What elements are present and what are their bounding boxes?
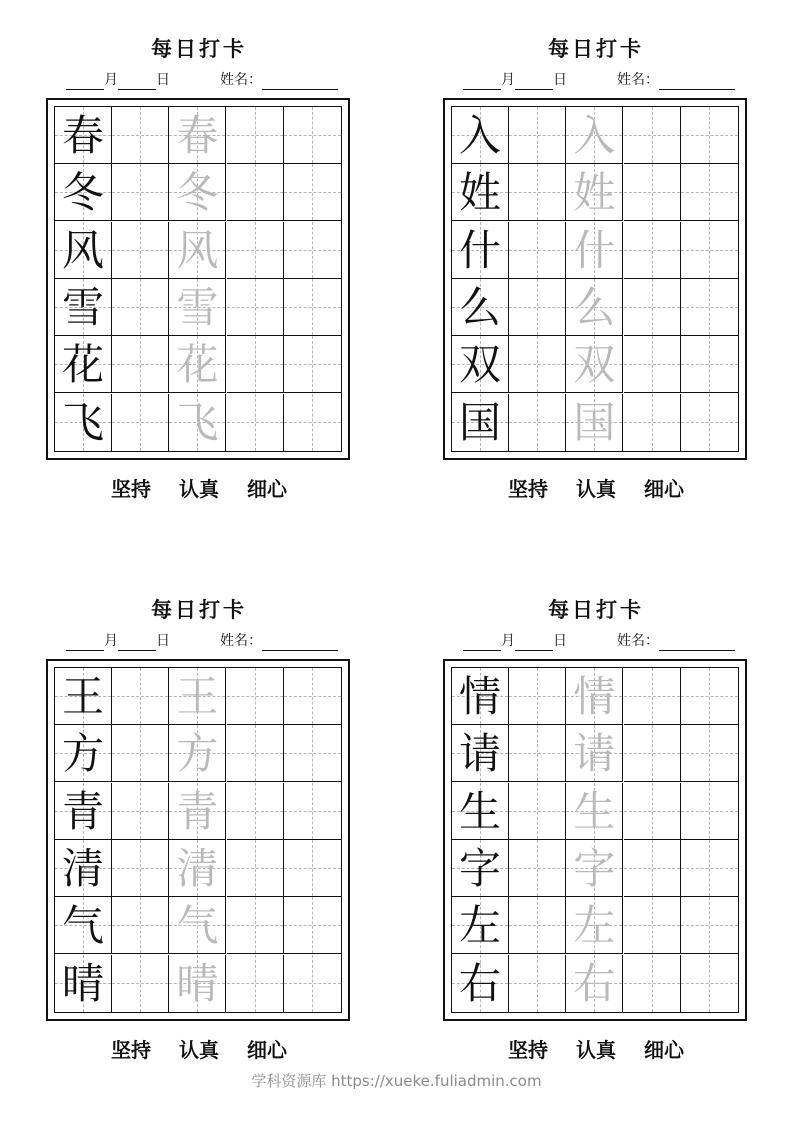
model-character: 晴 [61,958,104,1008]
practice-card [441,597,751,1067]
month-blank[interactable] [66,636,104,651]
model-character: 左 [458,901,501,951]
writing-cell[interactable] [681,107,738,164]
writing-cell[interactable] [452,107,509,164]
writing-frame [443,98,747,460]
model-character: 右 [458,958,501,1008]
writing-cell[interactable] [227,783,284,840]
writing-cell[interactable] [112,394,169,451]
writing-cell[interactable] [112,840,169,897]
trace-character: 方 [176,729,219,779]
writing-cell[interactable] [452,725,509,782]
writing-cell[interactable] [284,222,341,279]
writing-cell[interactable] [112,222,169,279]
trace-character: 冬 [176,168,219,218]
writing-cell[interactable] [681,336,738,393]
model-character: 请 [458,729,501,779]
trace-character: 入 [573,111,616,160]
writing-cell[interactable] [169,107,226,164]
card-title: 每日打卡 [151,597,247,622]
motto-footer [44,476,354,502]
writing-cell[interactable] [55,840,112,897]
name-blank[interactable] [659,75,735,90]
writing-cell[interactable] [284,668,341,725]
writing-cell[interactable] [112,955,169,1012]
writing-cell[interactable] [227,668,284,725]
motto-word: 细心 [644,477,684,501]
writing-cell[interactable] [284,840,341,897]
writing-cell[interactable] [566,336,623,393]
writing-cell[interactable] [624,336,681,393]
practice-card [441,36,751,506]
writing-cell[interactable] [681,222,738,279]
writing-cell[interactable] [284,336,341,393]
writing-cell[interactable] [681,668,738,725]
model-character: 气 [61,901,104,951]
model-character: 清 [61,843,104,893]
writing-cell[interactable] [227,107,284,164]
writing-cell[interactable] [227,725,284,782]
day-blank[interactable] [515,636,553,651]
writing-cell[interactable] [284,955,341,1012]
trace-character: 请 [573,729,616,779]
name-label: 姓名： [617,633,659,649]
writing-cell[interactable] [227,897,284,954]
name-blank[interactable] [659,636,735,651]
writing-frame [46,98,350,460]
writing-cell[interactable] [624,164,681,221]
trace-character: 姓 [573,168,616,218]
writing-cell[interactable] [169,164,226,221]
writing-cell[interactable] [55,897,112,954]
trace-character: 雪 [176,282,219,332]
writing-grid [54,667,342,1013]
motto-footer [44,1037,354,1063]
writing-cell[interactable] [509,725,566,782]
motto-word: 坚持 [508,477,548,501]
name-label: 姓名： [617,72,659,88]
writing-cell[interactable] [624,897,681,954]
writing-cell[interactable] [452,164,509,221]
writing-cell[interactable] [452,336,509,393]
writing-cell[interactable] [681,394,738,451]
motto-word: 认真 [576,477,616,501]
name-blank[interactable] [262,636,338,651]
writing-cell[interactable] [55,336,112,393]
writing-cell[interactable] [681,840,738,897]
trace-character: 么 [573,282,616,332]
writing-cell[interactable] [55,394,112,451]
card-title: 每日打卡 [548,597,644,622]
writing-cell[interactable] [55,955,112,1012]
writing-cell[interactable] [452,955,509,1012]
writing-cell[interactable] [566,840,623,897]
trace-character: 风 [176,225,219,275]
month-blank[interactable] [463,636,501,651]
motto-word: 细心 [644,1038,684,1062]
writing-cell[interactable] [566,279,623,336]
date-name-line [44,631,354,651]
writing-cell[interactable] [112,107,169,164]
writing-cell[interactable] [112,279,169,336]
model-character: 冬 [61,168,104,218]
writing-cell[interactable] [169,668,226,725]
date-name-line [441,631,751,651]
writing-cell[interactable] [624,725,681,782]
writing-cell[interactable] [112,164,169,221]
writing-cell[interactable] [227,164,284,221]
writing-cell[interactable] [452,783,509,840]
motto-word: 坚持 [111,477,151,501]
day-blank[interactable] [118,75,156,90]
writing-cell[interactable] [509,279,566,336]
writing-cell[interactable] [566,222,623,279]
writing-cell[interactable] [509,222,566,279]
writing-cell[interactable] [284,279,341,336]
trace-character: 晴 [176,958,219,1008]
trace-character: 生 [573,786,616,836]
writing-cell[interactable] [566,955,623,1012]
trace-character: 花 [176,340,219,390]
writing-cell[interactable] [112,668,169,725]
day-blank[interactable] [118,636,156,651]
trace-character: 清 [176,843,219,893]
day-blank[interactable] [515,75,553,90]
motto-word: 坚持 [111,1038,151,1062]
writing-cell[interactable] [566,164,623,221]
writing-cell[interactable] [55,668,112,725]
month-label: 月 [104,633,118,649]
writing-cell[interactable] [169,783,226,840]
day-label: 日 [553,72,567,88]
writing-cell[interactable] [509,668,566,725]
month-blank[interactable] [463,75,501,90]
writing-cell[interactable] [566,897,623,954]
writing-cell[interactable] [452,668,509,725]
writing-cell[interactable] [284,164,341,221]
model-character: 方 [61,729,104,779]
day-label: 日 [553,633,567,649]
writing-cell[interactable] [509,164,566,221]
model-character: 么 [458,282,501,332]
writing-cell[interactable] [227,279,284,336]
writing-cell[interactable] [624,107,681,164]
writing-cell[interactable] [681,783,738,840]
model-character: 王 [61,672,104,721]
writing-cell[interactable] [509,897,566,954]
motto-word: 认真 [576,1038,616,1062]
writing-cell[interactable] [452,840,509,897]
writing-cell[interactable] [112,336,169,393]
writing-cell[interactable] [284,897,341,954]
motto-footer [441,476,751,502]
writing-cell[interactable] [509,840,566,897]
writing-cell[interactable] [566,668,623,725]
watermark: 学科资源库 https://xueke.fuliadmin.com [251,1072,542,1090]
writing-cell[interactable] [112,725,169,782]
writing-cell[interactable] [169,394,226,451]
day-label: 日 [156,633,170,649]
day-label: 日 [156,72,170,88]
motto-word: 坚持 [508,1038,548,1062]
writing-cell[interactable] [624,394,681,451]
name-label: 姓名： [220,633,262,649]
date-name-line [44,70,354,90]
model-character: 春 [61,111,104,160]
writing-cell[interactable] [227,222,284,279]
writing-cell[interactable] [227,955,284,1012]
trace-character: 右 [573,958,616,1008]
writing-cell[interactable] [681,725,738,782]
motto-word: 认真 [179,477,219,501]
model-character: 飞 [61,397,104,447]
motto-word: 细心 [247,1038,287,1062]
writing-cell[interactable] [624,783,681,840]
writing-cell[interactable] [169,336,226,393]
trace-character: 双 [573,340,616,390]
writing-cell[interactable] [227,336,284,393]
card-title: 每日打卡 [151,36,247,61]
writing-cell[interactable] [169,897,226,954]
writing-cell[interactable] [566,107,623,164]
writing-cell[interactable] [112,783,169,840]
writing-cell[interactable] [681,897,738,954]
writing-cell[interactable] [624,668,681,725]
writing-cell[interactable] [284,394,341,451]
writing-cell[interactable] [55,783,112,840]
writing-cell[interactable] [227,394,284,451]
writing-cell[interactable] [169,725,226,782]
writing-cell[interactable] [681,279,738,336]
writing-cell[interactable] [624,840,681,897]
writing-cell[interactable] [284,783,341,840]
writing-grid [451,667,739,1013]
motto-footer [441,1037,751,1063]
trace-character: 情 [573,672,616,721]
trace-character: 国 [573,397,616,447]
writing-grid [451,106,739,452]
writing-cell[interactable] [169,840,226,897]
model-character: 情 [458,672,501,721]
writing-cell[interactable] [284,107,341,164]
writing-cell[interactable] [509,783,566,840]
writing-cell[interactable] [452,222,509,279]
model-character: 青 [61,786,104,836]
writing-grid [54,106,342,452]
name-blank[interactable] [262,75,338,90]
writing-cell[interactable] [624,222,681,279]
trace-character: 字 [573,843,616,893]
trace-character: 什 [573,225,616,275]
writing-cell[interactable] [169,222,226,279]
writing-cell[interactable] [452,897,509,954]
month-label: 月 [501,72,515,88]
writing-cell[interactable] [55,222,112,279]
model-character: 雪 [61,282,104,332]
practice-card [44,36,354,506]
writing-cell[interactable] [509,336,566,393]
writing-cell[interactable] [624,955,681,1012]
date-name-line [441,70,751,90]
model-character: 生 [458,786,501,836]
writing-cell[interactable] [55,164,112,221]
writing-cell[interactable] [681,164,738,221]
writing-cell[interactable] [169,279,226,336]
trace-character: 春 [176,111,219,160]
writing-cell[interactable] [55,279,112,336]
name-label: 姓名： [220,72,262,88]
writing-cell[interactable] [509,955,566,1012]
model-character: 双 [458,340,501,390]
month-blank[interactable] [66,75,104,90]
motto-word: 细心 [247,477,287,501]
writing-cell[interactable] [566,725,623,782]
trace-character: 王 [176,672,219,721]
month-label: 月 [501,633,515,649]
writing-cell[interactable] [624,279,681,336]
writing-frame [46,659,350,1021]
model-character: 姓 [458,168,501,218]
writing-cell[interactable] [452,279,509,336]
model-character: 花 [61,340,104,390]
writing-cell[interactable] [509,394,566,451]
trace-character: 气 [176,901,219,951]
writing-cell[interactable] [55,107,112,164]
writing-cell[interactable] [452,394,509,451]
writing-cell[interactable] [284,725,341,782]
month-label: 月 [104,72,118,88]
model-character: 字 [458,843,501,893]
writing-cell[interactable] [566,394,623,451]
trace-character: 左 [573,901,616,951]
model-character: 什 [458,225,501,275]
writing-cell[interactable] [112,897,169,954]
writing-cell[interactable] [566,783,623,840]
writing-cell[interactable] [681,955,738,1012]
motto-word: 认真 [179,1038,219,1062]
practice-card [44,597,354,1067]
trace-character: 青 [176,786,219,836]
writing-cell[interactable] [509,107,566,164]
writing-cell[interactable] [227,840,284,897]
writing-cell[interactable] [169,955,226,1012]
model-character: 国 [458,397,501,447]
model-character: 风 [61,225,104,275]
card-title: 每日打卡 [548,36,644,61]
trace-character: 飞 [176,397,219,447]
model-character: 入 [458,111,501,160]
writing-frame [443,659,747,1021]
writing-cell[interactable] [55,725,112,782]
